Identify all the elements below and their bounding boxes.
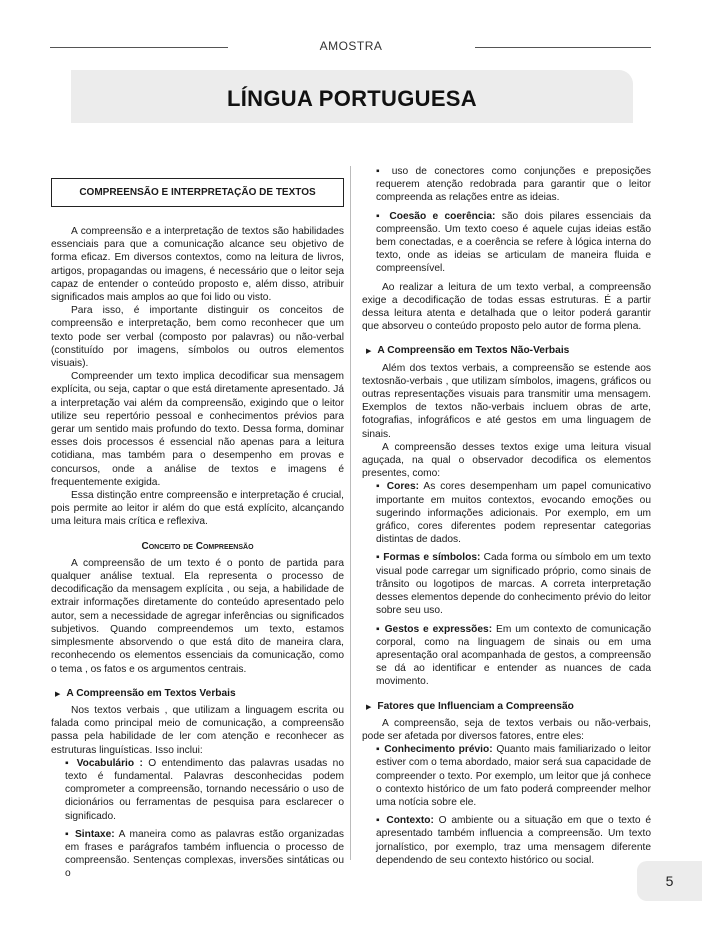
left-column [51, 178, 344, 886]
bullet-item: ▪ Sintaxe: A maneira como as palavras estão organizadas em frases e parágrafos também influencia o processo de compreensão. Sentenças complexas, inversões sintáticas ou o [65, 828, 344, 880]
bullet-item: ▪ Contexto: O ambiente ou a situação em que o texto é apresentado também influencia a compreensão. Um texto jornalístico, por exemplo, traz uma mensagem diferente dependendo de seu contexto histórico ou social. [376, 815, 651, 866]
right-column [362, 165, 651, 872]
bullet-label: Contexto: [386, 815, 434, 827]
section-heading-text: A Compreensão em Textos Verbais [66, 687, 236, 699]
bullet-item: ▪ Gestos e expressões: Em um contexto de comunicação corporal, como na linguagem de sinais ou em uma apresentação oral acompanhada de gestos, a compreensão se dá ao identificar e entender as nuances de cada movimento. [376, 623, 651, 688]
bullet-text: O entendimento das palavras usadas no texto é fundamental. Palavras desconhecidas podem comprometer a compreensão, tornando necessário o uso de dicionários ou ferramentas de pesquisa para esclarecer o significado. [65, 757, 344, 822]
triangle-bullet-icon: ▶ [55, 690, 61, 698]
paragraph: Além dos textos verbais, a compreensão se estende aos textosnão-verbais , que utilizam símbolos, imagens, gráficos ou outras representações visuais para transmitir uma mensagem. Exemplos de textos não-verbais incluem obras de arte, fotografias, infográficos e até gestos em uma linguagem de sinais. [362, 362, 651, 440]
bullet-label: Coesão e coerência: [389, 210, 496, 222]
section-heading [366, 700, 651, 714]
paragraph: Compreender um texto implica decodificar sua mensagem explícita, ou seja, captar o que está diretamente apresentado. Já a interpretação vai além da compreensão, exigindo que o leitor utilize seu repertório pessoal e conhecimentos prévios para gerar um sentido mais profundo do texto. Dessa forma, dominar esses dois processos é essencial não apenas para a leitura cotidiana, mas também para o desempenho em provas e concursos, onde a análise de textos e imagens é frequentemente exigida. [51, 371, 344, 488]
triangle-bullet-icon: ▶ [366, 703, 372, 711]
bullet-text: As cores desempenham um papel comunicativo importante em muitos contextos, evocando emoções ou sugerindo informações adicionais. Por exemplo, em um gráfico, cores diferentes podem representar categorias distintas de dados. [376, 481, 651, 546]
page-number: 5 [665, 873, 674, 889]
bullet-item: ▪ Conhecimento prévio: Quanto mais familiarizado o leitor estiver com o tema abordado, maior será sua capacidade de compreender o texto. Por exemplo, um leitor que já conhece o contexto histórico de um fato poderá compreender melhor uma notícia sobre ele. [376, 744, 652, 808]
bullet-item: ▪ Cores: As cores desempenham um papel comunicativo importante em muitos contextos, evocando emoções ou sugerindo informações adicionais. Por exemplo, em um gráfico, cores diferentes podem representar categorias distintas de dados. [376, 481, 651, 546]
bullet-label: Vocabulário : [76, 757, 143, 769]
section-heading [55, 687, 344, 701]
triangle-bullet-icon: ▶ [366, 348, 372, 356]
paragraph: A compreensão, seja de textos verbais ou não-verbais, pode ser afetada por diversos fatores, entre eles: [362, 717, 651, 742]
bullet-text: A maneira como as palavras estão organizadas em frases e parágrafos também influencia o processo de compreensão. Sentenças complexas, inversões sintáticas ou o [65, 828, 344, 880]
paragraph: Para isso, é importante distinguir os conceitos de compreensão e interpretação, bem como reconhecer que um texto pode ser verbal (composto por palavras) ou não-verbal (constituído por imagens, símbolos ou outros elementos visuais). [51, 305, 344, 370]
paragraph: Nos textos verbais , que utilizam a linguagem escrita ou falada como principal meio de comunicação, a compreensão passa pela habilidade de ler com atenção e reconhecer as estruturas linguísticas. Isso inclui: [51, 704, 344, 756]
bullet-text: uso de conectores como conjunções e preposições requerem atenção redobrada para garantir que o leitor compreenda as relações entre as ideias. [376, 166, 652, 204]
column-divider [350, 166, 351, 860]
subsection-title: Conceito de Compreensão [141, 540, 254, 552]
bullet-item: ▪ Vocabulário : O entendimento das palavras usadas no texto é fundamental. Palavras desconhecidas podem comprometer a compreensão, tornando necessário o uso de dicionários ou ferramentas de pesquisa para esclarecer o significado. [65, 757, 344, 822]
bullet-label: Cores: [386, 481, 420, 493]
paragraph: A compreensão de um texto é o ponto de partida para qualquer análise textual. Ela representa o processo de decodificação da mensagem explícita , ou seja, a habilidade de extrair informações diretamente do conteúdo apresentado pelo autor, sem a necessidade de agregar inferências ou significados subjetivos. Quando compreendemos um texto, estamos simplesmente absorvendo o que está dito de maneira clara, reconhecendo os elementos essenciais da comunicação, como o tema , os fatos e os argumentos centrais. [51, 557, 344, 675]
bullet-label: Conhecimento prévio: [384, 744, 493, 756]
bullet-text: Em um contexto de comunicação corporal, como na linguagem de sinais ou em uma apresentação oral acompanhada de gestos, a compreensão se dá ao identificar e entender as nuances de cada movimento. [376, 623, 651, 688]
bullet-text: O ambiente ou a situação em que o texto é apresentado também influencia a compreensão. Um texto jornalístico, por exemplo, traz uma mensagem diferente dependendo de seu contexto histórico ou social. [376, 815, 651, 866]
bullet-item: ▪ uso de conectores como conjunções e preposições requerem atenção redobrada para garantir que o leitor compreenda as relações entre as ideias. [376, 166, 652, 204]
section-box-title: COMPREENSÃO E INTERPRETAÇÃO DE TEXTOS [51, 178, 344, 207]
paragraph: A compreensão desses textos exige uma leitura visual aguçada, na qual o observador decodifica os elementos presentes, como: [362, 441, 651, 480]
bullet-text: são dois pilares essenciais da compreensão. Um texto coeso é aquele cujas ideias estão bem conectadas, e a coerência se refere à lógica interna do texto, onde as ideias se articulam de maneira fluida e compreensível. [376, 210, 651, 275]
page-title: LÍNGUA PORTUGUESA [227, 86, 477, 111]
bullet-text: Quanto mais familiarizado o leitor estiver com o tema abordado, maior será sua capacidade de compreender o texto. Por exemplo, um leitor que já conhece o contexto histórico de um fato poderá compreender melhor uma notícia sobre ele. [376, 744, 652, 808]
bullet-label: Formas e símbolos: [383, 552, 481, 564]
bullet-label: Gestos e expressões: [384, 623, 493, 635]
sample-label: AMOSTRA [319, 39, 383, 53]
paragraph: Ao realizar a leitura de um texto verbal, a compreensão exige a decodificação de todas essas estruturas. É a partir dessa leitura atenta e detalhada que o leitor poderá garantir que absorveu o conteúdo proposto pelo autor de forma plena. [362, 281, 651, 333]
bullet-item: ▪ Coesão e coerência: são dois pilares essenciais da compreensão. Um texto coeso é aquele cujas ideias estão bem conectadas, e a coerência se refere à lógica interna do texto, onde as ideias se articulam de maneira fluida e compreensível. [376, 210, 651, 275]
paragraph: Essa distinção entre compreensão e interpretação é crucial, pois permite ao leitor ir além do que está explícito, alcançando uma leitura mais crítica e reflexiva. [51, 490, 344, 528]
bullet-label: Sintaxe: [75, 828, 115, 840]
section-heading [366, 344, 651, 358]
bullet-text: Cada forma ou símbolo em um texto visual pode carregar um significado próprio, como sinais de trânsito ou logotipos de marcas. A correta interpretação desses elementos depende do conhecimento prévio do leitor sobre seu uso. [376, 552, 651, 617]
section-heading-text: Fatores que Influenciam a Compreensão [377, 700, 574, 712]
bullet-item: ▪ Formas e símbolos: Cada forma ou símbolo em um texto visual pode carregar um significado próprio, como sinais de trânsito ou logotipos de marcas. A correta interpretação desses elementos depende do conhecimento prévio do leitor sobre seu uso. [376, 552, 651, 617]
section-heading-text: A Compreensão em Textos Não-Verbais [377, 345, 570, 357]
paragraph: A compreensão e a interpretação de textos são habilidades essenciais para que a comunicação alcance seu objetivo de forma eficaz. Em diversos contextos, como na leitura de livros, artigos, propagandas ou imagens, é necessário que o leitor seja capaz de entender o conteúdo proposto e, além disso, atribuir significados mais amplos ao que foi lido ou visto. [51, 226, 344, 304]
